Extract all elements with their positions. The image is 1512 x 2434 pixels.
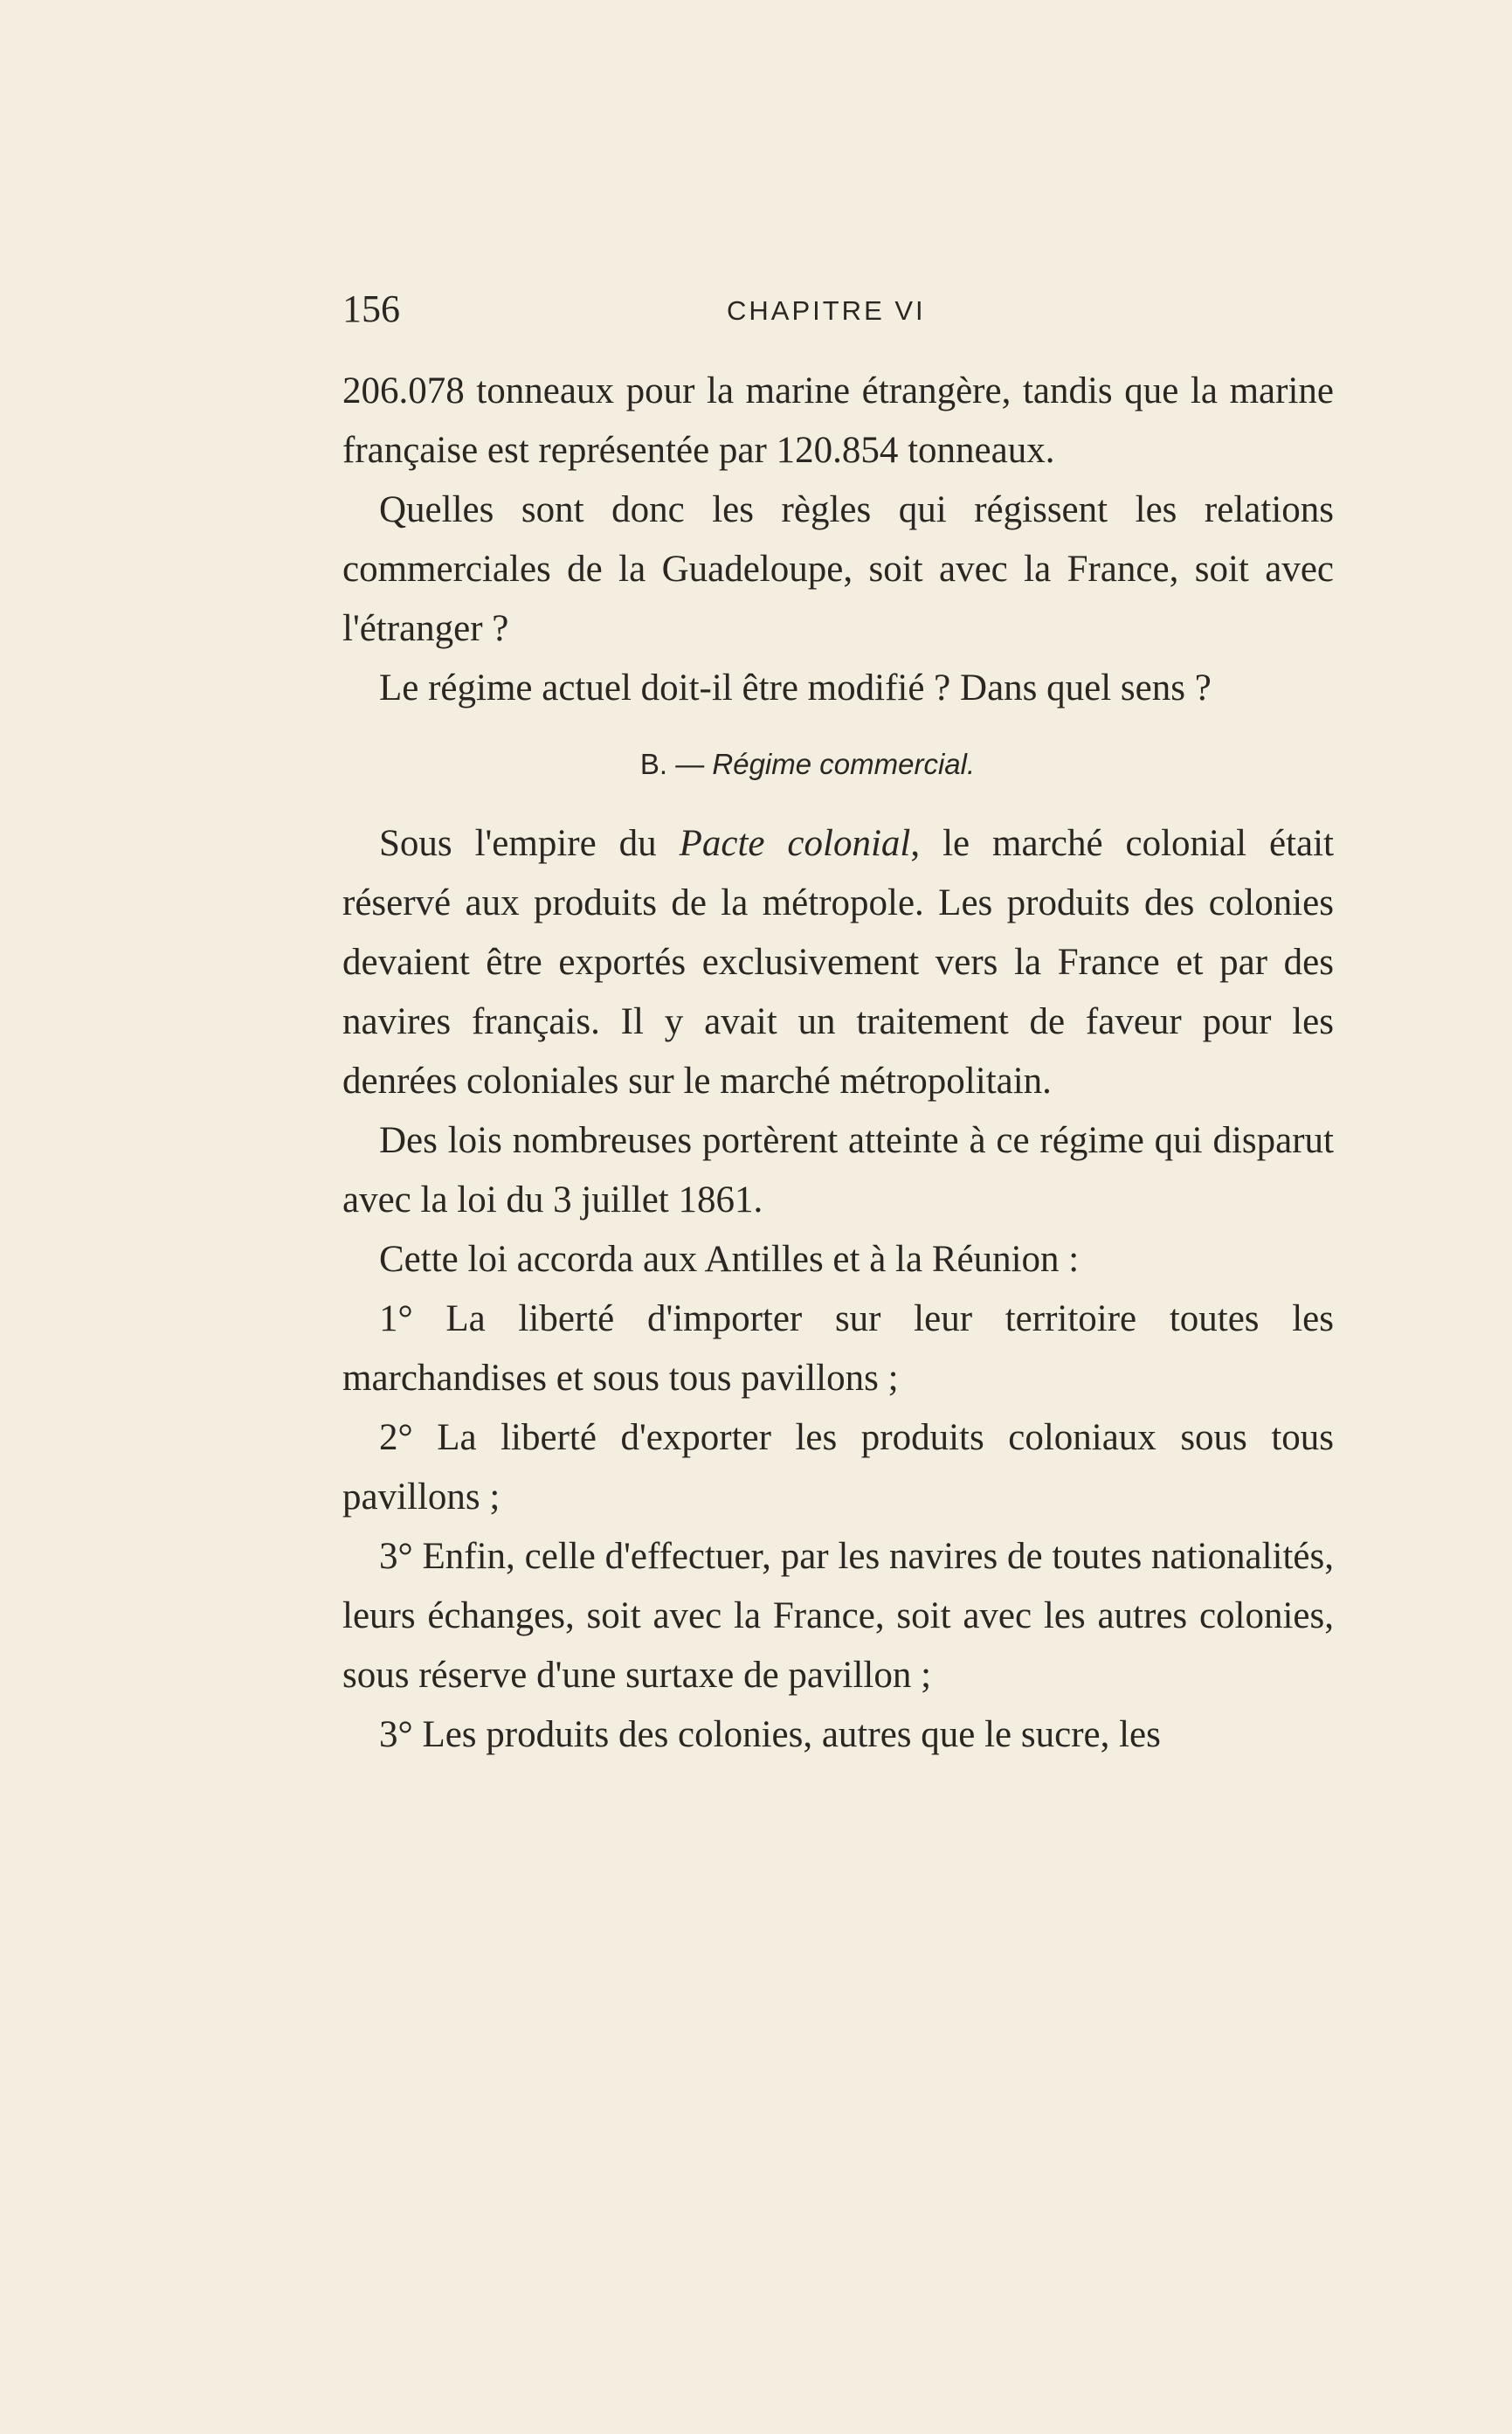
paragraph-loi-accorda: Cette loi accorda aux Antilles et à la Réunion : (379, 1239, 1080, 1280)
list-item-produits: 3° Les produits des colonies, autres que le sucre, les (379, 1714, 1161, 1755)
paragraph-pacte-colonial (342, 814, 1334, 1111)
running-head (342, 262, 1334, 330)
section-heading (342, 739, 1334, 790)
paragraph-continuation: 206.078 tonneaux pour la marine étrangère, tandis que la marine française est représentée par 120.854 tonneaux. (342, 370, 1334, 471)
paragraph-question-rules: Quelles sont donc les règles qui régissent les relations commerciales de la Guadeloupe, soit avec la France, soit avec l'étranger ? (342, 489, 1334, 649)
body-text (342, 362, 1334, 1765)
paragraph-lois: Des lois nombreuses portèrent atteinte à ce régime qui disparut avec la loi du 3 juillet 1861. (342, 1120, 1334, 1220)
list-item-echanges: 3° Enfin, celle d'effectuer, par les navires de toutes nationalités, leurs échanges, soit avec la France, soit avec les autres colonies, sous réserve d'une surtaxe de pavillon ; (342, 1536, 1334, 1696)
book-page (342, 262, 1334, 1765)
chapter-title: CHAPITRE VI (727, 295, 926, 326)
list-item-exporter: 2° La liberté d'exporter les produits coloniaux sous tous pavillons ; (342, 1417, 1334, 1518)
page-number: 156 (342, 287, 400, 330)
pacte-colonial-term: Pacte colonial (679, 823, 911, 864)
pacte-text-after: , le marché colonial était réservé aux produits de la métropole. Les produits des colonies devaient être exportés exclusivement vers la France et par des navires français. Il y avait un traitement de faveur pour les denrées coloniales sur le marché métropolitain. (342, 823, 1334, 1102)
section-heading-title: Régime commercial. (712, 748, 976, 780)
paragraph-question-regime: Le régime actuel doit-il être modifié ? Dans quel sens ? (379, 667, 1212, 709)
list-item-importer: 1° La liberté d'importer sur leur territoire toutes les marchandises et sous tous pavillons ; (342, 1298, 1334, 1399)
pacte-text-before: Sous l'empire du (379, 823, 680, 864)
section-heading-prefix: B. — (639, 748, 713, 780)
